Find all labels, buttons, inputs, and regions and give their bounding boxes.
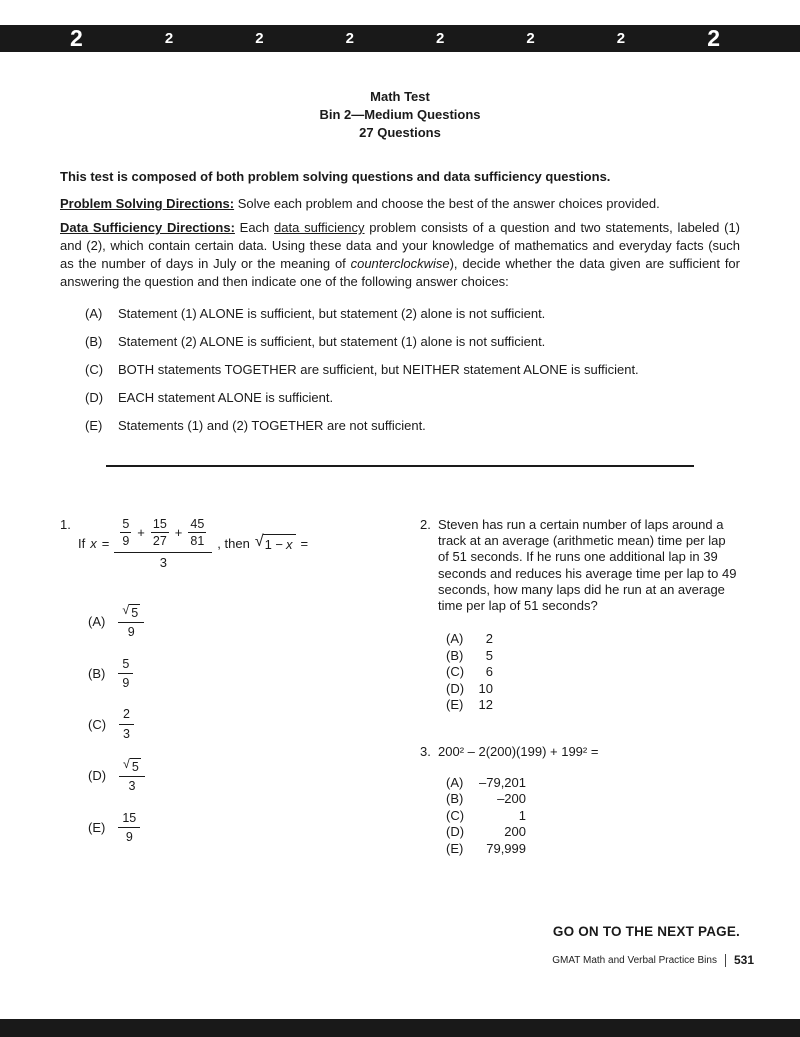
math-variable: x bbox=[286, 537, 293, 553]
equals-sign: = bbox=[101, 535, 110, 551]
choice-value: 6 bbox=[485, 664, 493, 680]
q2-choice-a bbox=[446, 631, 740, 648]
ds-choice-a bbox=[60, 305, 740, 323]
chapter-number-icon: 2 bbox=[255, 30, 264, 47]
question-3-choices bbox=[446, 775, 740, 858]
radicand: 5 bbox=[131, 760, 139, 774]
math-text: If bbox=[78, 535, 86, 551]
choice-value: 12 bbox=[478, 697, 493, 713]
question-2-stem bbox=[420, 517, 740, 614]
chapter-tab-bar bbox=[0, 25, 800, 52]
q3-choice-a bbox=[446, 775, 740, 792]
right-column bbox=[412, 517, 740, 862]
choice-letter: (B) bbox=[88, 665, 106, 681]
choice-letter: (B) bbox=[446, 791, 464, 807]
choice-value: 200 bbox=[504, 824, 526, 840]
page-footer bbox=[552, 953, 754, 967]
numerator-value: 15 bbox=[122, 810, 137, 825]
ds-choice-e bbox=[60, 417, 740, 435]
fraction bbox=[118, 604, 144, 640]
choice-text: Statement (1) ALONE is sufficient, but statement (2) alone is not sufficient. bbox=[118, 306, 546, 321]
choice-letter: (A) bbox=[88, 614, 106, 630]
question-2-text: Steven has run a certain number of laps around a track at an average (arithmetic mean) time per lap of 51 seconds. If he runs one additional lap in 39 seconds and reduces his average time per lap to 49 seconds, how many laps did he run at an average time per lap of 51 seconds? bbox=[438, 517, 737, 614]
fraction-denominator: 81 bbox=[190, 534, 205, 549]
radical-icon: √ bbox=[123, 757, 130, 771]
choice-value: –79,201 bbox=[479, 774, 526, 790]
choice-value: 10 bbox=[478, 680, 493, 696]
data-sufficiency-directions-label: Data Sufficiency Directions: bbox=[60, 220, 235, 235]
big-fraction bbox=[114, 517, 212, 570]
radicand: 5 bbox=[131, 605, 139, 620]
math-text: 1 − bbox=[264, 537, 284, 553]
ds-choice-b bbox=[60, 333, 740, 351]
go-on-instruction: GO ON TO THE NEXT PAGE. bbox=[552, 924, 740, 939]
q3-choice-d bbox=[446, 824, 740, 841]
q1-choice-b bbox=[88, 657, 412, 691]
fraction-numerator bbox=[118, 811, 140, 828]
problem-solving-directions-text: Solve each problem and choose the best of the answer choices provided. bbox=[234, 196, 660, 211]
fraction bbox=[118, 811, 140, 845]
choice-letter: (C) bbox=[85, 362, 104, 377]
chapter-number-icon: 2 bbox=[345, 30, 354, 47]
question-1-stem bbox=[60, 517, 412, 570]
ds-text-segment: problem consists of a question and two statements, labeled (1) and (2), which contain certain data. Using these data and your knowledge of mathematics and everyday facts (such as the number of days in July or the meaning of bbox=[60, 220, 740, 271]
choice-letter: (D) bbox=[446, 680, 465, 696]
q2-choice-d bbox=[446, 681, 740, 698]
math-variable: x bbox=[90, 535, 97, 551]
test-intro: This test is composed of both problem solving questions and data sufficiency questions. bbox=[60, 169, 611, 184]
question-number: 2. bbox=[420, 517, 431, 532]
data-sufficiency-directions bbox=[60, 219, 740, 291]
choice-letter: (C) bbox=[446, 807, 465, 823]
choice-letter: (B) bbox=[85, 334, 103, 349]
fraction-denominator: 9 bbox=[122, 534, 130, 549]
equals-sign: = bbox=[300, 535, 309, 551]
fraction-numerator bbox=[119, 758, 145, 777]
question-number: 1. bbox=[60, 517, 71, 532]
fraction-denominator: 9 bbox=[122, 675, 130, 690]
sqrt-argument bbox=[263, 534, 296, 552]
fraction bbox=[119, 707, 134, 741]
q2-choice-b bbox=[446, 648, 740, 665]
choice-letter: (E) bbox=[88, 820, 106, 836]
chapter-number-icon: 2 bbox=[70, 25, 83, 51]
q2-choice-e bbox=[446, 697, 740, 714]
fraction-numerator: 5 bbox=[120, 517, 131, 533]
numerator-value: 2 bbox=[123, 707, 130, 722]
question-3 bbox=[420, 744, 740, 858]
choice-letter: (C) bbox=[446, 664, 465, 680]
fraction-denominator: 3 bbox=[128, 779, 136, 794]
q2-choice-c bbox=[446, 664, 740, 681]
bottom-edge-bar bbox=[0, 1019, 800, 1037]
page-number: 531 bbox=[733, 953, 754, 967]
question-3-stem bbox=[420, 744, 740, 759]
test-title-line3: 27 Questions bbox=[359, 125, 441, 140]
chapter-number-icon: 2 bbox=[526, 30, 535, 47]
choice-letter: (E) bbox=[446, 697, 464, 713]
question-2-choices bbox=[446, 631, 740, 714]
q1-choice-c bbox=[88, 707, 412, 741]
choice-letter: (C) bbox=[88, 716, 107, 732]
fraction-numerator bbox=[118, 657, 133, 674]
choice-letter: (E) bbox=[85, 418, 103, 433]
choice-letter: (E) bbox=[446, 840, 464, 856]
ds-choice-d bbox=[60, 389, 740, 407]
fraction bbox=[119, 758, 145, 794]
q3-choice-b bbox=[446, 791, 740, 808]
test-title bbox=[0, 88, 800, 142]
fraction-numerator bbox=[119, 707, 134, 724]
ds-italic-term: counterclockwise bbox=[350, 256, 450, 271]
fraction-denominator: 27 bbox=[152, 534, 167, 549]
test-title-line2: Bin 2—Medium Questions bbox=[319, 107, 481, 122]
section-divider bbox=[106, 465, 694, 467]
q1-choice-d bbox=[88, 758, 412, 794]
choice-value: 1 bbox=[518, 807, 526, 823]
ds-term: data sufficiency bbox=[274, 220, 365, 235]
ds-answer-key bbox=[60, 305, 740, 435]
question-1-expression bbox=[78, 517, 308, 570]
radical-icon: √ bbox=[254, 533, 264, 551]
directions-section bbox=[60, 168, 740, 435]
q3-choice-c bbox=[446, 808, 740, 825]
question-1 bbox=[60, 517, 412, 845]
fraction-denominator: 9 bbox=[125, 830, 133, 845]
fraction bbox=[120, 517, 131, 549]
choice-value: 79,999 bbox=[486, 840, 526, 856]
math-text: , then bbox=[217, 535, 250, 551]
chapter-number-icon: 2 bbox=[164, 30, 174, 47]
big-fraction-denominator: 3 bbox=[159, 554, 167, 570]
fraction bbox=[151, 517, 169, 549]
questions-section bbox=[0, 517, 800, 862]
question-number: 3. bbox=[420, 743, 431, 759]
q1-choice-e bbox=[88, 811, 412, 845]
q1-choice-a bbox=[88, 604, 412, 640]
problem-solving-directions-label: Problem Solving Directions: bbox=[60, 196, 235, 211]
left-column bbox=[60, 517, 412, 862]
sqrt-expression bbox=[255, 534, 296, 552]
choice-value: 5 bbox=[485, 647, 493, 663]
choice-letter: (D) bbox=[85, 390, 104, 405]
choice-value: 2 bbox=[485, 631, 493, 647]
chapter-number-icon: 2 bbox=[707, 25, 720, 51]
plus-sign: + bbox=[174, 525, 183, 541]
question-2 bbox=[420, 517, 740, 714]
choice-letter: (B) bbox=[446, 647, 464, 663]
choice-text: Statements (1) and (2) TOGETHER are not sufficient. bbox=[118, 418, 426, 433]
numerator-value: 5 bbox=[122, 656, 130, 671]
choice-value: –200 bbox=[497, 791, 526, 807]
chapter-number-icon: 2 bbox=[436, 30, 445, 47]
footer-divider bbox=[725, 954, 726, 967]
fraction-numerator bbox=[118, 604, 144, 623]
ds-choice-c bbox=[60, 361, 740, 379]
fraction-denominator: 3 bbox=[123, 726, 130, 741]
book-title: GMAT Math and Verbal Practice Bins bbox=[552, 954, 717, 966]
plus-sign: + bbox=[137, 525, 145, 541]
big-fraction-numerator bbox=[114, 517, 212, 553]
fraction-numerator: 45 bbox=[188, 517, 206, 533]
choice-text: EACH statement ALONE is sufficient. bbox=[118, 390, 334, 405]
choice-letter: (A) bbox=[446, 631, 464, 647]
fraction-numerator: 15 bbox=[151, 517, 169, 533]
ds-text-segment: ), decide whether the data given are sufficient for answering the question and then indicate one of the following answer choices: bbox=[60, 256, 740, 289]
question-3-expression: 200² – 2(200)(199) + 199² = bbox=[438, 743, 599, 759]
choice-text: BOTH statements TOGETHER are sufficient, but NEITHER statement ALONE is sufficient. bbox=[118, 362, 639, 377]
fraction bbox=[188, 517, 206, 549]
radical-icon: √ bbox=[122, 602, 130, 617]
choice-text: Statement (2) ALONE is sufficient, but statement (1) alone is not sufficient. bbox=[118, 334, 546, 349]
question-1-choices bbox=[88, 604, 412, 845]
choice-letter: (D) bbox=[446, 824, 465, 840]
test-title-line1: Math Test bbox=[370, 89, 430, 104]
fraction bbox=[118, 657, 133, 691]
problem-solving-directions bbox=[60, 195, 740, 213]
chapter-number-icon: 2 bbox=[616, 30, 626, 47]
choice-letter: (D) bbox=[88, 768, 107, 784]
q3-choice-e bbox=[446, 841, 740, 858]
choice-letter: (A) bbox=[446, 774, 464, 790]
choice-letter: (A) bbox=[85, 306, 103, 321]
ds-text-segment: Each bbox=[234, 220, 275, 235]
fraction-denominator: 9 bbox=[127, 625, 135, 640]
